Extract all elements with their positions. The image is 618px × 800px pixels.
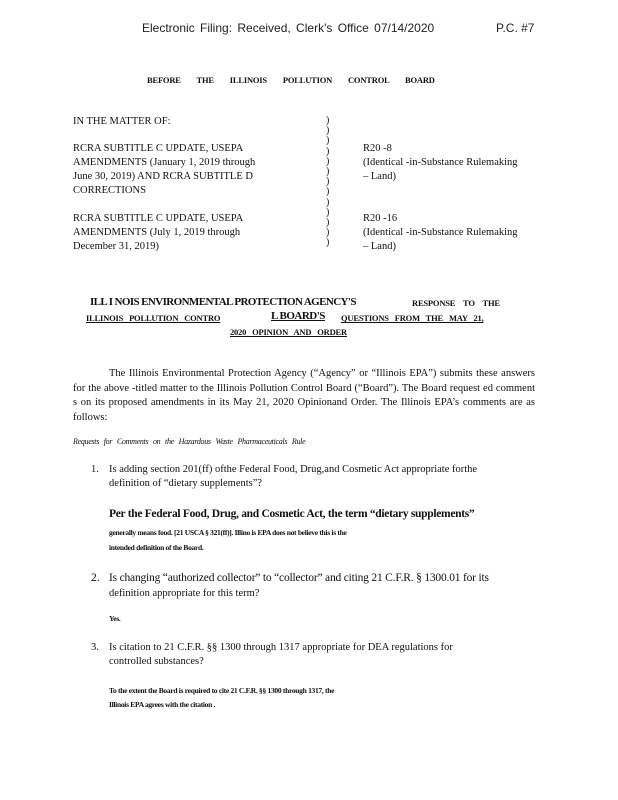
title-line1-a: ILL I NOIS ENVIRONMENTAL PROTECTION AGENCY'S [90, 296, 356, 308]
title-line1-b: RESPONSE TO THE [412, 298, 500, 308]
question-number: 3. [91, 642, 99, 653]
title-line2-a: ILLINOIS POLLUTION CONTRO [86, 313, 221, 323]
question-number: 2. [91, 572, 100, 584]
docket-subtitle: – Land) [363, 241, 396, 252]
case1-line: June 30, 2019) AND RCRA SUBTITLE D [73, 171, 253, 182]
question-text: Is changing “authorized collector” to “collector” and citing 21 C.F.R. § 1300.01 for its definition appropriate for this term? [109, 572, 489, 599]
title-line3: 2020 OPINION AND ORDER [230, 327, 347, 337]
question-number: 1. [91, 464, 99, 475]
title-line2-c: QUESTIONS FROM THE MAY 21, [341, 313, 484, 323]
board-heading: BEFORE THE ILLINOIS POLLUTION CONTROL BOARD [147, 75, 435, 85]
docket-number: R20 -8 [363, 143, 392, 154]
answer-text: Yes. [109, 614, 121, 623]
pc-number: P.C. #7 [496, 21, 535, 35]
section-heading: Requests for Comments on the Hazardous Waste Pharmaceuticals Rule [73, 437, 306, 446]
filing-stamp: Electronic Filing: Received, Clerk's Office 07/14/2020 [142, 21, 435, 35]
case1-docket [363, 142, 518, 184]
caption-parentheses: ) ) ) ) ) ) ) ) ) ) ) ) ) [326, 115, 330, 249]
matter-of-label: IN THE MATTER OF: [73, 116, 171, 127]
intro-paragraph: The Illinois Environmental Protection Agency (“Agency” or “Illinois EPA”) submits these answers for the above -titled matter to the Illinois Pollution Control Board (“Board”). The Board request ed comment s on its proposed amendments in its May 21, 2020 Opinionand Order. The Illinois EPA’s comments are as follows: [73, 368, 535, 423]
docket-subtitle: (Identical -in-Substance Rulemaking [363, 227, 518, 238]
case1-line: CORRECTIONS [73, 185, 146, 196]
case2-docket [363, 212, 518, 254]
answer-text: To the extent the Board is required to cite 21 C.F.R. §§ 1300 through 1317, the Illinois EPA agrees with the citation . [109, 686, 335, 709]
answer-heading: Per the Federal Food, Drug, and Cosmetic Act, the term “dietary supplements” [109, 508, 475, 520]
question-text: Is citation to 21 C.F.R. §§ 1300 through 1317 appropriate for DEA regulations for controlled substances? [109, 642, 453, 667]
docket-subtitle: – Land) [363, 171, 396, 182]
case2-line: AMENDMENTS (July 1, 2019 through [73, 227, 241, 238]
case1-line: AMENDMENTS (January 1, 2019 through [73, 157, 256, 168]
title-line2-b: L BOARD'S [271, 310, 325, 322]
case1-line: RCRA SUBTITLE C UPDATE, USEPA [73, 143, 244, 154]
case2-line: RCRA SUBTITLE C UPDATE, USEPA [73, 213, 244, 224]
case2-line: December 31, 2019) [73, 241, 160, 252]
docket-number: R20 -16 [363, 213, 398, 224]
case1-title [73, 142, 255, 198]
docket-subtitle: (Identical -in-Substance Rulemaking [363, 157, 518, 168]
case2-title [73, 212, 243, 254]
answer-text: generally means food. [21 USCA § 321(ff)]. Illino is EPA does not believe this is the intended definition of the Board. [109, 528, 347, 552]
question-text: Is adding section 201(ff) ofthe Federal Food, Drug,and Cosmetic Act appropriate forthe definition of “dietary supplements”? [109, 464, 478, 489]
